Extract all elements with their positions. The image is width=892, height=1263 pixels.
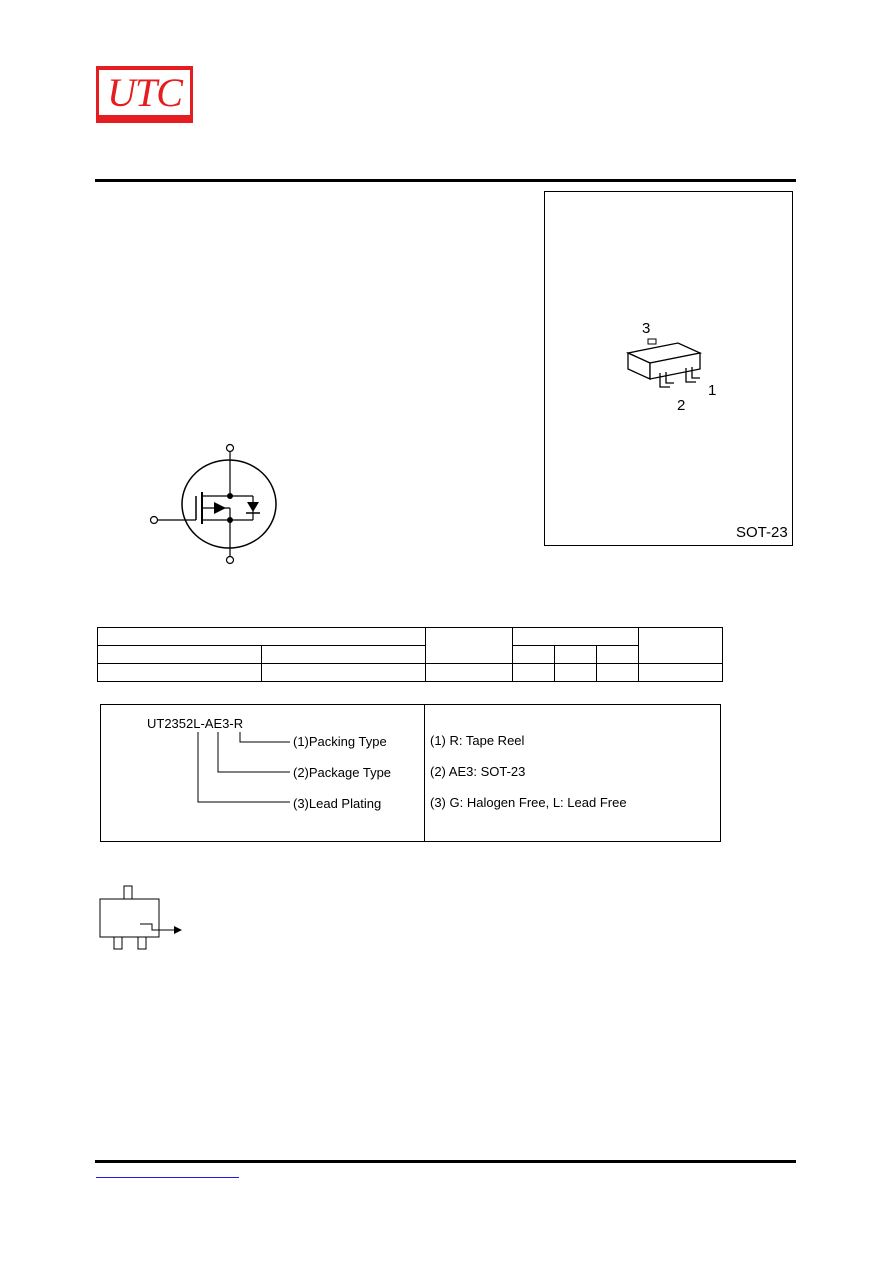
table-cell [597,664,639,682]
footer-rule [95,1160,796,1163]
meaning-package-type: (2) AE3: SOT-23 [430,764,526,779]
marking-diagram [96,884,186,954]
field-lead-plating: (3)Lead Plating [293,796,382,811]
table-cell [426,664,513,682]
header-rule [95,179,796,182]
table-cell [513,628,639,646]
utc-logo [96,66,193,123]
decode-divider [424,704,425,841]
pin-3-label: 3 [642,320,651,337]
table-cell [555,646,597,664]
logo-text: UTC [99,70,190,115]
table-cell [513,664,555,682]
part-number: UT2352L-AE3-R [147,716,244,731]
pin-1-label: 1 [708,382,717,399]
mosfet-symbol [140,440,290,570]
table-cell [555,664,597,682]
table-cell [426,628,513,664]
table-cell [597,646,639,664]
table-cell [98,646,262,664]
meaning-packing-type: (1) R: Tape Reel [430,733,525,748]
footer-link[interactable] [96,1165,239,1178]
table-cell [262,664,426,682]
table-cell [98,664,262,682]
field-package-type: (2)Package Type [293,765,392,780]
field-packing-type: (1)Packing Type [293,734,387,749]
table-cell [98,628,426,646]
ordering-table [97,627,723,682]
decode-leader-lines [190,728,300,808]
table-cell [639,628,723,664]
table-cell [639,664,723,682]
table-cell [262,646,426,664]
meaning-lead-plating: (3) G: Halogen Free, L: Lead Free [430,795,627,810]
pin-2-label: 2 [677,397,686,414]
sot23-package-drawing [620,335,710,395]
table-cell [513,646,555,664]
package-name: SOT-23 [736,524,788,541]
